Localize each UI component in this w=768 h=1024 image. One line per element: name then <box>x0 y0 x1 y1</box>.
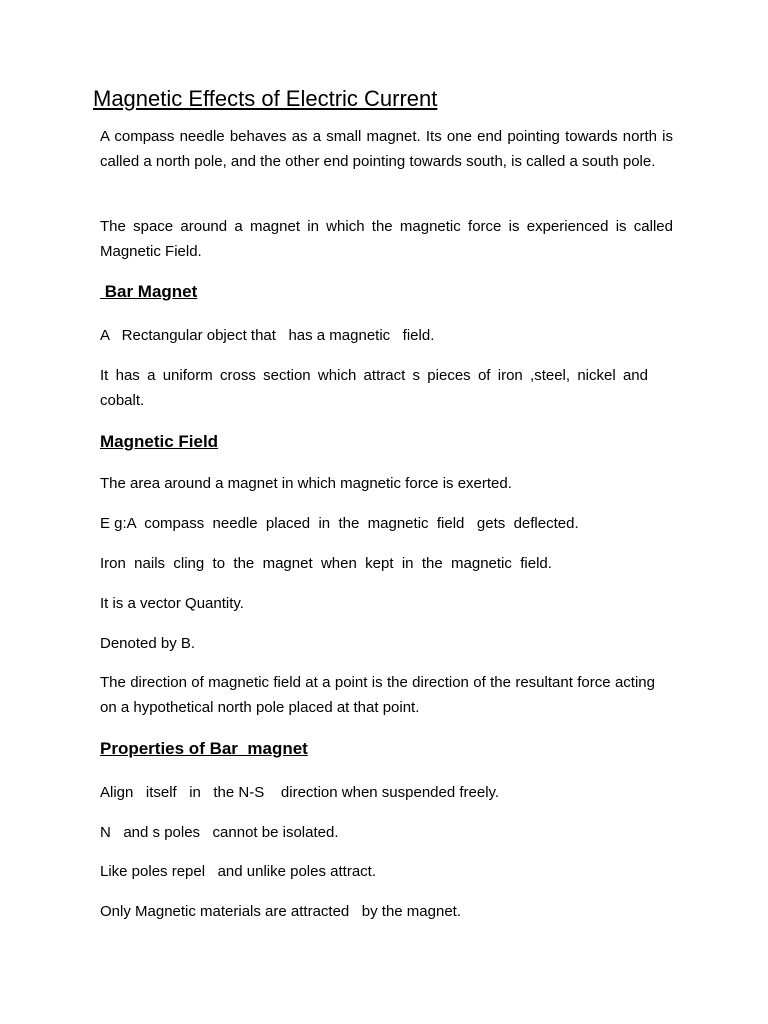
bar-magnet-paragraph-2: It has a uniform cross section which attract s pieces of iron ,steel, nickel and cobalt. <box>100 367 648 409</box>
magnetic-field-paragraph-1: The area around a magnet in which magnetic force is exerted. <box>100 475 512 492</box>
section-heading-bar-magnet: Bar Magnet <box>100 282 198 301</box>
properties-paragraph-4: Only Magnetic materials are attracted by the magnet. <box>100 903 462 920</box>
magnetic-field-paragraph-4: It is a vector Quantity. <box>100 595 244 612</box>
bar-magnet-paragraph-1: A Rectangular object that has a magnetic field. <box>100 327 435 344</box>
magnetic-field-paragraph-3: Iron nails cling to the magnet when kept in the magnetic field. <box>100 555 552 572</box>
magnetic-field-paragraph-2: E g:A compass needle placed in the magnetic field gets deflected. <box>100 515 579 532</box>
magnetic-field-paragraph-6: The direction of magnetic field at a point is the direction of the resultant force acting on a hypothetical north pole placed at that point. <box>100 674 655 716</box>
document-title: Magnetic Effects of Electric Current <box>93 86 438 111</box>
magnetic-field-paragraph-5: Denoted by B. <box>100 635 196 652</box>
section-heading-magnetic-field: Magnetic Field <box>100 432 219 451</box>
properties-paragraph-1: Align itself in the N-S direction when suspended freely. <box>100 784 500 801</box>
properties-paragraph-2: N and s poles cannot be isolated. <box>100 824 339 841</box>
properties-paragraph-3: Like poles repel and unlike poles attract. <box>100 863 376 880</box>
section-heading-properties: Properties of Bar magnet <box>100 739 308 758</box>
intro-paragraph-1: A compass needle behaves as a small magnet. Its one end pointing towards north is called a north pole, and the other end pointing towards south, is called a south pole. <box>100 128 673 170</box>
intro-paragraph-2: The space around a magnet in which the magnetic force is experienced is called Magnetic Field. <box>100 218 673 260</box>
